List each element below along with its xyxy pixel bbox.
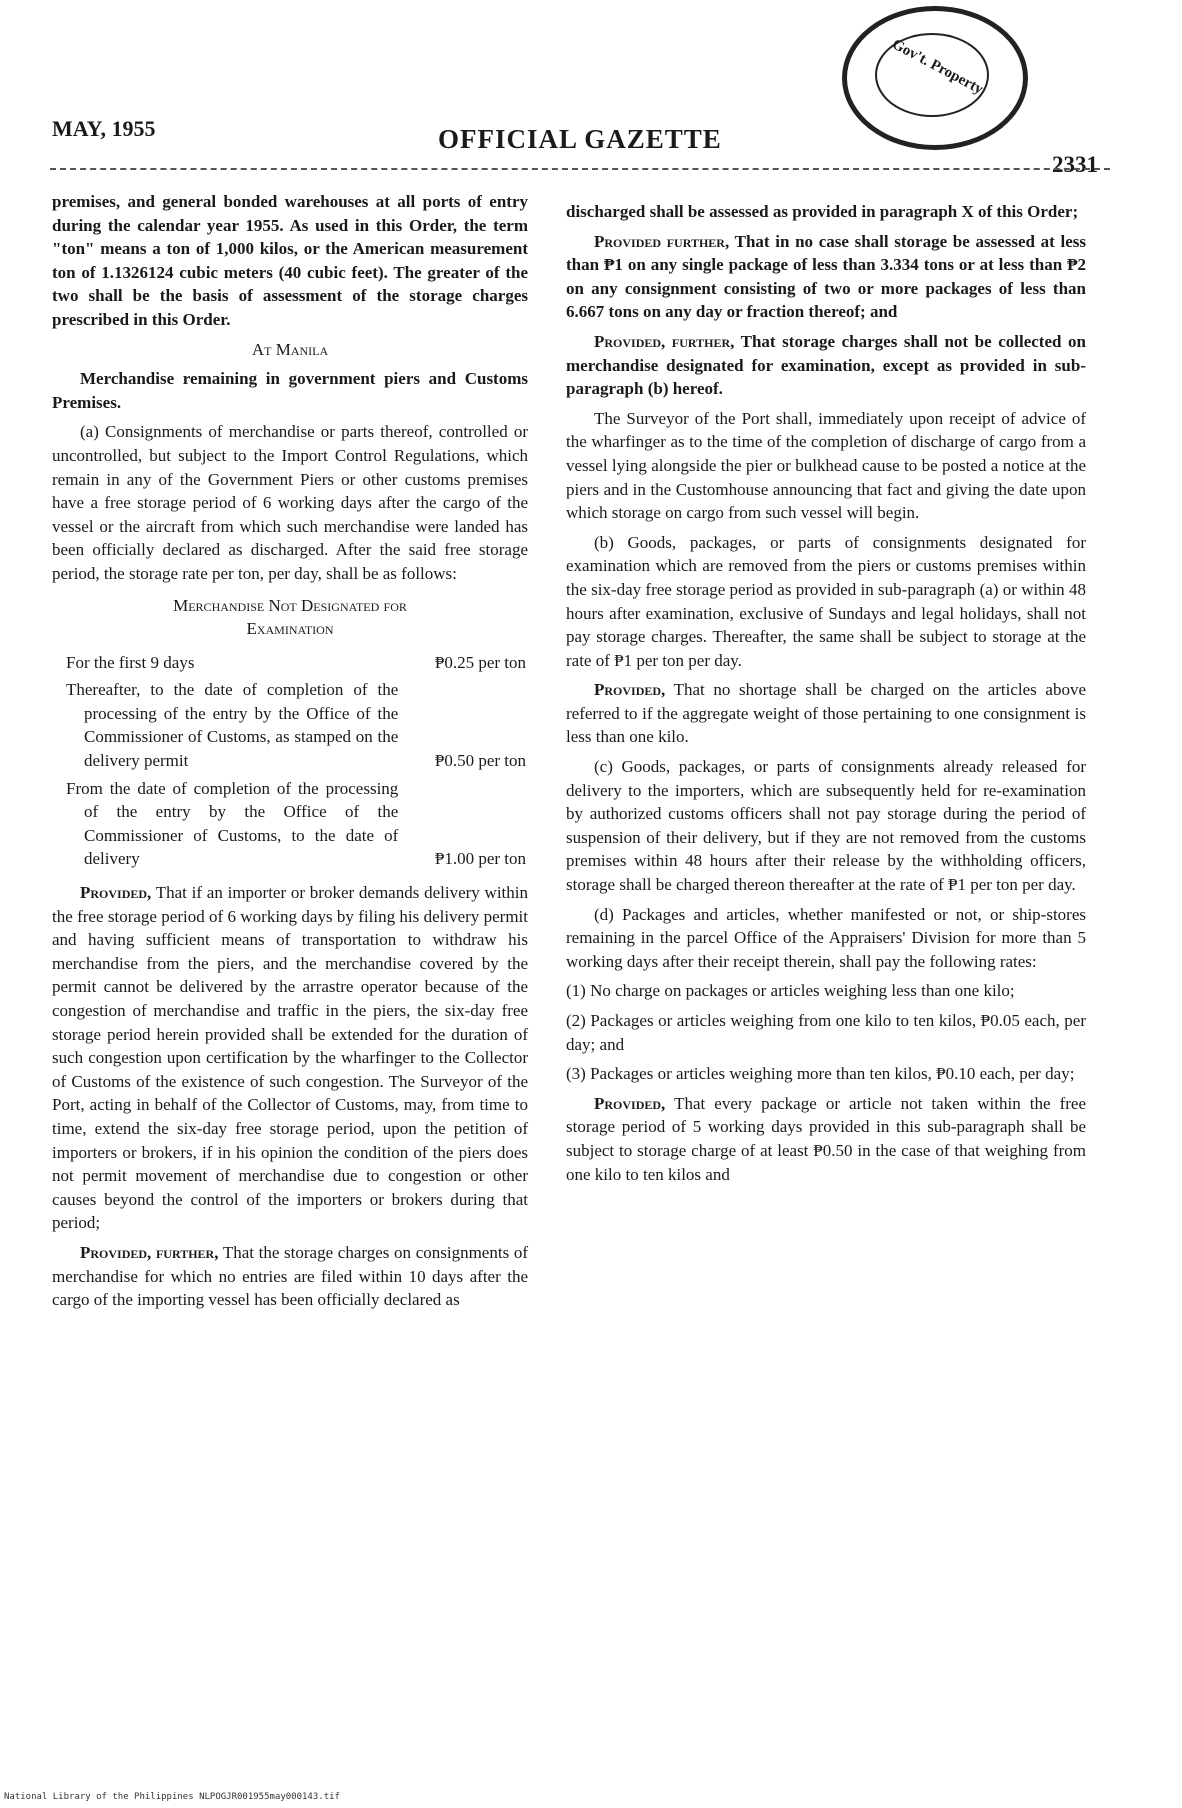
proviso-paragraph (52, 1241, 528, 1312)
page-number: 2331 (1052, 152, 1098, 177)
rate-row (66, 678, 526, 772)
proviso-paragraph (566, 230, 1086, 324)
scan-footer: National Library of the Philippines NLPOGJR001955may000143.tif (4, 1792, 340, 1802)
proviso-paragraph (566, 678, 1086, 749)
rate-table-heading (52, 594, 528, 641)
proviso-paragraph (566, 1092, 1086, 1186)
rate-description: From the date of completion of the processing of the entry by the Office of the Commissioner of Customs, to the date of delivery (66, 778, 399, 869)
property-stamp (842, 6, 1028, 150)
proviso-lead: Provided, (594, 1093, 666, 1113)
paragraph: (d) Packages and articles, whether manifested or not, or ship-stores remaining in the parcel Office of the Appraisers' Division for more than 5 working days after their receipt therein, shall pay the following rates: (566, 904, 1086, 971)
proviso-text: That in no case shall storage be assessed at less than ₱1 on any single package of less than 3.334 tons or at less than ₱2 on any consignment consisting of two or more packages of less than 6.667 tons on any day or fraction thereof; and (566, 231, 1086, 322)
publication-title: OFFICIAL GAZETTE (438, 124, 722, 154)
proviso-text: That storage charges shall not be collected on merchandise designated for examination, except as provided in sub-paragraph (b) hereof. (566, 331, 1086, 399)
stamp-text: Gov't. Property (889, 36, 986, 98)
list-item: (1) No charge on packages or articles weighing less than one kilo; (566, 981, 1015, 1001)
proviso-lead: Provided, further, (594, 331, 735, 351)
paragraph: (b) Goods, packages, or parts of consignments designated for examination which are removed from the piers or customs premises within the six-day free storage period as provided in sub-paragraph (a) or within 48 hours after examination, exclusive of Sundays and legal holidays, shall not pay storage charges. Thereafter, the same shall be subject to storage at the rate of ₱1 per ton per day. (566, 532, 1086, 670)
paragraph: discharged shall be assessed as provided in paragraph X of this Order; (566, 202, 1079, 221)
proviso-text: That if an importer or broker demands delivery within the free storage period of 6 working days by filing his delivery permit and having sufficient means of transportation to withdraw his merchandise from the piers, and the merchandise covered by the permit cannot be delivered by the arrastre operator because of the congestion of merchandise and traffic in the piers, the six-day free storage period herein provided shall be extended for the duration of such congestion upon certification by the wharfinger to the Collector of Customs of the existence of such congestion. The Surveyor of the Port, acting in behalf of the Collector of Customs, may, from time to time, extend the six-day free storage period, upon the petition of importers or brokers, if in his opinion the condition of the piers does not permit movement of merchandise due to congestion or other causes beyond the control of the importers or brokers during that period; (52, 883, 528, 1233)
proviso-lead: Provided, (80, 883, 152, 903)
rate-row (66, 777, 526, 871)
header-rule (50, 168, 1110, 170)
paragraph: The Surveyor of the Port shall, immediately upon receipt of advice of the wharfinger as to the time of the completion of discharge of cargo from a vessel lying alongside the pier or bulkhead cause to be posted a notice at the piers and in the Customhouse announcing that fact and giving the date upon which storage on cargo from such vessel will begin. (566, 408, 1086, 523)
paragraph: Merchandise remaining in government piers and Customs Premises. (52, 369, 528, 412)
left-column (52, 190, 528, 1318)
paragraph: (a) Consignments of merchandise or parts thereof, controlled or uncontrolled, but subject to the Import Control Regulations, which remain in any of the Government Piers or other customs premises have a free storage period of 6 working days after the cargo of the vessel or the aircraft from which such merchandise were landed has been officially declared as discharged. After the said free storage period, the storage rate per ton, per day, shall be as follows: (52, 422, 528, 583)
rate-value: ₱0.50 per ton (434, 751, 526, 771)
proviso-text: That every package or article not taken within the free storage period of 5 working days provided in this sub-paragraph shall be subject to storage charge of at least ₱0.50 in the case of that weighing from one kilo to ten kilos and (566, 1093, 1086, 1184)
section-heading-manila: At Manila (251, 339, 329, 359)
storage-rate-table (66, 651, 526, 871)
rate-description: Thereafter, to the date of completion of the processing of the entry by the Office of the Commissioner of Customs, as stamped on the delivery permit (66, 680, 399, 771)
rate-row (66, 651, 526, 675)
rate-table-heading-line: Examination (246, 619, 334, 639)
proviso-lead: Provided, further, (80, 1242, 219, 1262)
proviso-paragraph (566, 330, 1086, 401)
proviso-paragraph (52, 881, 528, 1235)
list-item: (2) Packages or articles weighing from one kilo to ten kilos, ₱0.05 each, per day; and (566, 1011, 1086, 1054)
list-item: (3) Packages or articles weighing more than ten kilos, ₱0.10 each, per day; (566, 1064, 1075, 1084)
rate-value: ₱1.00 per ton (434, 849, 526, 869)
proviso-lead: Provided, (594, 680, 666, 700)
right-column (566, 200, 1086, 1192)
proviso-text: That no shortage shall be charged on the articles above referred to if the aggregate weight of those pertaining to one consignment is less than one kilo. (566, 680, 1086, 747)
rate-value: ₱0.25 per ton (434, 652, 526, 672)
paragraph: premises, and general bonded warehouses at all ports of entry during the calendar year 1955. As used in this Order, the term "ton" means a ton of 1,000 kilos, or the American measurement ton of 1.1326124 cubic meters (40 cubic feet). The greater of the two shall be the basis of assessment of the storage charges prescribed in this Order. (52, 192, 528, 329)
proviso-text: That the storage charges on consignments of merchandise for which no entries are filed within 10 days after the cargo of the importing vessel has been officially declared as (52, 1242, 528, 1310)
rate-table-heading-line: Merchandise Not Designated for (173, 595, 407, 615)
rate-description: For the first 9 days (66, 652, 195, 672)
issue-date: MAY, 1955 (52, 116, 156, 141)
proviso-lead: Provided further, (594, 231, 730, 251)
paragraph: (c) Goods, packages, or parts of consignments already released for delivery to the importers, which are subsequently held for re-examination by authorized customs officers shall not pay storage during the period of suspension of their delivery, but if they are not removed from the customs premises within 48 hours after their release by the withholding officers, storage shall be charged thereon thereafter at the rate of ₱1 per ton per day. (566, 757, 1086, 895)
